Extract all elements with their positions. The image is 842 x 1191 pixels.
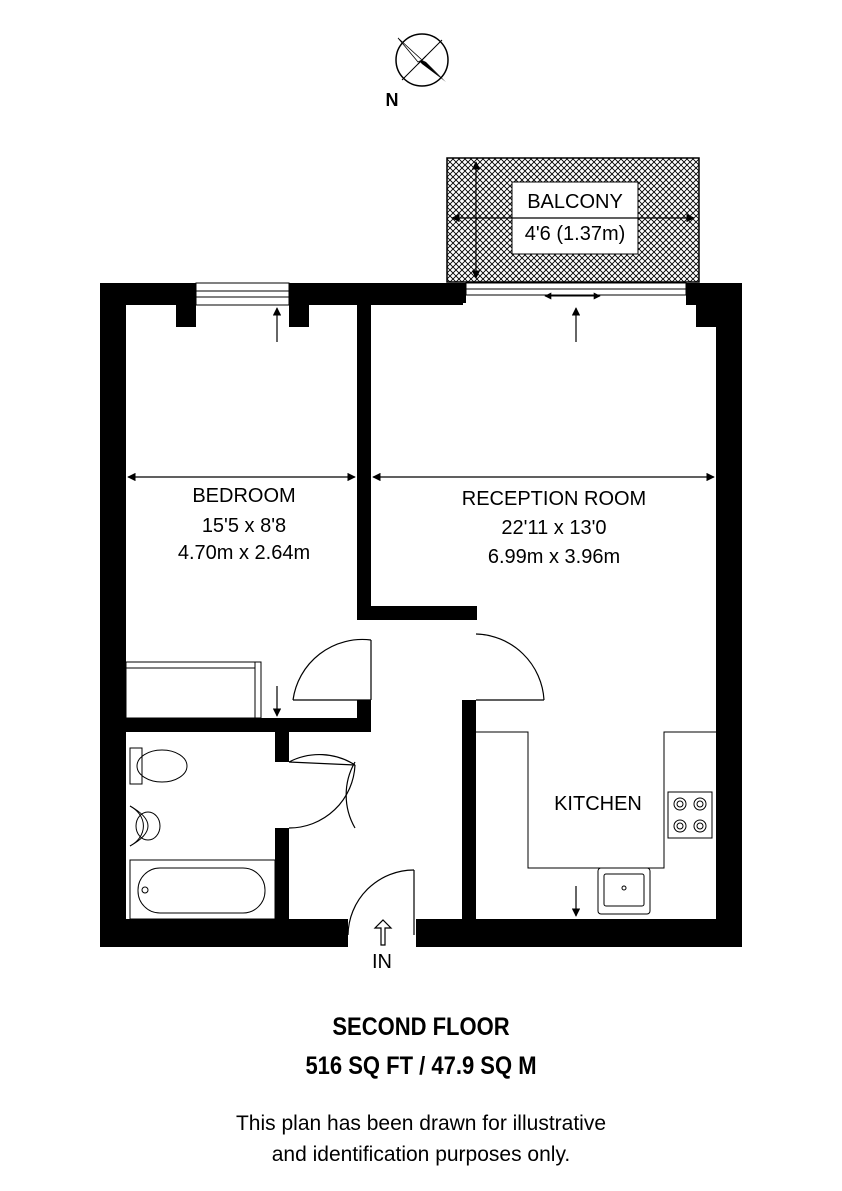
compass-icon <box>396 34 448 86</box>
bath <box>130 860 275 919</box>
balcony-area <box>447 158 699 282</box>
disclaimer-line-1: This plan has been drawn for illustrative <box>235 1112 607 1135</box>
disclaimer-line-2: and identification purposes only. <box>271 1143 571 1166</box>
floor-title: SECOND FLOOR <box>332 1013 510 1041</box>
reception-name: RECEPTION ROOM <box>461 488 647 510</box>
toilet <box>130 748 187 784</box>
door-swings <box>289 634 544 935</box>
bedroom-dims-metric: 4.70m x 2.64m <box>177 542 311 564</box>
compass-north-label: N <box>385 90 399 110</box>
balcony-dims: 4'6 (1.37m) <box>524 223 626 245</box>
wardrobe <box>126 662 261 718</box>
bedroom-window <box>196 283 289 305</box>
bedroom-name: BEDROOM <box>192 485 296 507</box>
reception-dims-metric: 6.99m x 3.96m <box>487 546 621 568</box>
entrance-arrow-icon <box>375 920 391 945</box>
walls <box>100 283 742 947</box>
entrance-label: IN <box>372 951 392 973</box>
basin <box>130 806 160 846</box>
kitchen-units <box>476 732 716 914</box>
floor-area: 516 SQ FT / 47.9 SQ M <box>305 1052 537 1080</box>
kitchen-name: KITCHEN <box>554 793 642 815</box>
bedroom-dims-imperial: 15'5 x 8'8 <box>201 515 287 537</box>
reception-dims-imperial: 22'11 x 13'0 <box>501 517 607 539</box>
balcony-doors <box>466 283 686 296</box>
balcony-name: BALCONY <box>527 191 623 213</box>
